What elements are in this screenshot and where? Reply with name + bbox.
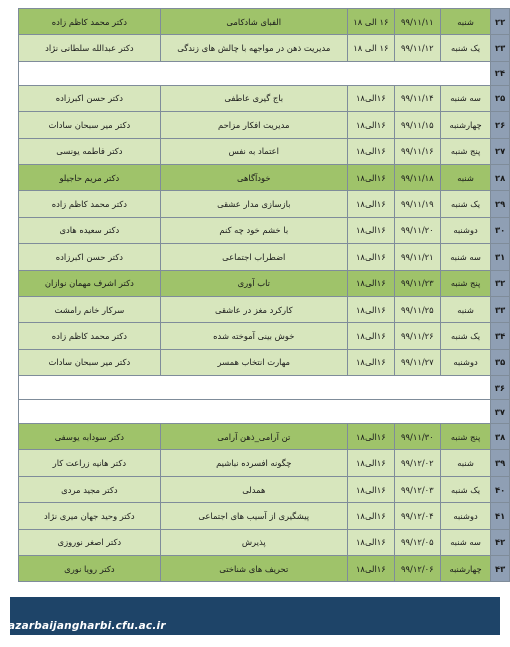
time-cell: ۱۶الی۱۸ bbox=[347, 85, 394, 111]
row-number: ۲۷ bbox=[491, 138, 510, 164]
row-number: ۲۶ bbox=[491, 112, 510, 138]
schedule-row bbox=[19, 85, 510, 111]
topic-cell: مهارت انتخاب همسر bbox=[160, 349, 347, 375]
date-cell: ۹۹/۱۱/۱۲ bbox=[394, 35, 440, 61]
row-number: ۳۵ bbox=[491, 349, 510, 375]
weekday-cell: چهارشنبه bbox=[440, 556, 491, 582]
weekday-cell: یک شنبه bbox=[440, 476, 491, 502]
time-cell: ۱۶الی۱۸ bbox=[347, 191, 394, 217]
instructor-cell: دکتر میر سبحان سادات bbox=[19, 112, 161, 138]
instructor-cell: دکتر سودابه یوسفی bbox=[19, 424, 161, 450]
row-number: ۳۰ bbox=[491, 217, 510, 243]
schedule-row bbox=[19, 476, 510, 502]
schedule-row bbox=[19, 424, 510, 450]
schedule-row bbox=[19, 349, 510, 375]
instructor-cell: دکتر وحید جهان میری نژاد bbox=[19, 503, 161, 529]
row-number: ۲۵ bbox=[491, 85, 510, 111]
schedule-row bbox=[19, 556, 510, 582]
weekday-cell: شنبه bbox=[440, 9, 491, 35]
weekday-cell: سه شنبه bbox=[440, 529, 491, 555]
instructor-cell: دکتر رویا نوری bbox=[19, 556, 161, 582]
date-cell: ۹۹/۱۱/۱۱ bbox=[394, 9, 440, 35]
empty-cell bbox=[19, 61, 491, 85]
instructor-cell: دکتر محمد کاظم زاده bbox=[19, 323, 161, 349]
row-number: ۴۳ bbox=[491, 556, 510, 582]
schedule-row bbox=[19, 112, 510, 138]
time-cell: ۱۶ الی ۱۸ bbox=[347, 35, 394, 61]
row-number: ۳۳ bbox=[491, 296, 510, 322]
weekday-cell: یک شنبه bbox=[440, 323, 491, 349]
topic-cell: کارکرد مغز در عاشقی bbox=[160, 296, 347, 322]
time-cell: ۱۶الی۱۸ bbox=[347, 112, 394, 138]
date-cell: ۹۹/۱۱/۱۶ bbox=[394, 138, 440, 164]
time-cell: ۱۶الی۱۸ bbox=[347, 349, 394, 375]
row-number: ۴۱ bbox=[491, 503, 510, 529]
time-cell: ۱۶الی۱۸ bbox=[347, 217, 394, 243]
row-number: ۲۴ bbox=[491, 61, 510, 85]
instructor-cell: دکتر میر سبحان سادات bbox=[19, 349, 161, 375]
site-url[interactable]: azarbaijangharbi.cfu.ac.ir bbox=[8, 620, 166, 632]
topic-cell: پذیرش bbox=[160, 529, 347, 555]
weekday-cell: چهارشنبه bbox=[440, 112, 491, 138]
row-number: ۲۲ bbox=[491, 9, 510, 35]
topic-cell: پیشگیری از آسیب های اجتماعی bbox=[160, 503, 347, 529]
weekday-cell: دوشنبه bbox=[440, 503, 491, 529]
schedule-row bbox=[19, 529, 510, 555]
instructor-cell: دکتر محمد کاظم زاده bbox=[19, 191, 161, 217]
date-cell: ۹۹/۱۱/۱۵ bbox=[394, 112, 440, 138]
separator-row bbox=[19, 376, 510, 400]
separator-row bbox=[19, 61, 510, 85]
instructor-cell: دکتر حسن اکبرزاده bbox=[19, 244, 161, 270]
weekday-cell: شنبه bbox=[440, 450, 491, 476]
schedule-row bbox=[19, 217, 510, 243]
instructor-cell: دکتر هانیه زراعت کار bbox=[19, 450, 161, 476]
topic-cell: مدیریت افکار مزاحم bbox=[160, 112, 347, 138]
time-cell: ۱۶الی۱۸ bbox=[347, 424, 394, 450]
date-cell: ۹۹/۱۲/۰۳ bbox=[394, 476, 440, 502]
schedule-row bbox=[19, 270, 510, 296]
time-cell: ۱۶الی۱۸ bbox=[347, 270, 394, 296]
row-number: ۲۹ bbox=[491, 191, 510, 217]
time-cell: ۱۶الی۱۸ bbox=[347, 323, 394, 349]
topic-cell: خودآگاهی bbox=[160, 164, 347, 190]
date-cell: ۹۹/۱۱/۱۴ bbox=[394, 85, 440, 111]
schedule-row bbox=[19, 138, 510, 164]
row-number: ۳۴ bbox=[491, 323, 510, 349]
topic-cell: مدیریت ذهن در مواجهه با چالش های زندگی bbox=[160, 35, 347, 61]
schedule-row bbox=[19, 35, 510, 61]
instructor-cell: دکتر سعیده هادی bbox=[19, 217, 161, 243]
weekday-cell: پنج شنبه bbox=[440, 270, 491, 296]
schedule-row bbox=[19, 323, 510, 349]
time-cell: ۱۶الی۱۸ bbox=[347, 164, 394, 190]
instructor-cell: دکتر مریم حاجیلو bbox=[19, 164, 161, 190]
instructor-cell: سرکار خانم رامشت bbox=[19, 296, 161, 322]
date-cell: ۹۹/۱۲/۰۶ bbox=[394, 556, 440, 582]
instructor-cell: دکتر فاطمه یونسی bbox=[19, 138, 161, 164]
weekday-cell: دوشنبه bbox=[440, 349, 491, 375]
weekday-cell: یک شنبه bbox=[440, 35, 491, 61]
schedule-row bbox=[19, 450, 510, 476]
date-cell: ۹۹/۱۲/۰۲ bbox=[394, 450, 440, 476]
date-cell: ۹۹/۱۱/۲۵ bbox=[394, 296, 440, 322]
row-number: ۳۸ bbox=[491, 424, 510, 450]
topic-cell: با خشم خود چه کنم bbox=[160, 217, 347, 243]
date-cell: ۹۹/۱۱/۱۹ bbox=[394, 191, 440, 217]
row-number: ۳۱ bbox=[491, 244, 510, 270]
time-cell: ۱۶الی۱۸ bbox=[347, 296, 394, 322]
weekday-cell: پنج شنبه bbox=[440, 424, 491, 450]
row-number: ۳۹ bbox=[491, 450, 510, 476]
date-cell: ۹۹/۱۲/۰۴ bbox=[394, 503, 440, 529]
schedule-row bbox=[19, 164, 510, 190]
topic-cell: چگونه افسرده نباشیم bbox=[160, 450, 347, 476]
topic-cell: بازسازی مدار عشقی bbox=[160, 191, 347, 217]
instructor-cell: دکتر محمد کاظم زاده bbox=[19, 9, 161, 35]
time-cell: ۱۶الی۱۸ bbox=[347, 503, 394, 529]
time-cell: ۱۶الی۱۸ bbox=[347, 556, 394, 582]
row-number: ۳۷ bbox=[491, 400, 510, 424]
topic-cell: خوش بینی آموخته شده bbox=[160, 323, 347, 349]
weekday-cell: سه شنبه bbox=[440, 85, 491, 111]
date-cell: ۹۹/۱۱/۲۶ bbox=[394, 323, 440, 349]
row-number: ۲۸ bbox=[491, 164, 510, 190]
topic-cell: اعتماد به نفس bbox=[160, 138, 347, 164]
instructor-cell: دکتر اصغر نوروزی bbox=[19, 529, 161, 555]
time-cell: ۱۶الی۱۸ bbox=[347, 138, 394, 164]
date-cell: ۹۹/۱۱/۲۰ bbox=[394, 217, 440, 243]
topic-cell: باج گیری عاطفی bbox=[160, 85, 347, 111]
time-cell: ۱۶الی۱۸ bbox=[347, 529, 394, 555]
row-number: ۴۰ bbox=[491, 476, 510, 502]
schedule-body bbox=[19, 9, 510, 582]
row-number: ۳۲ bbox=[491, 270, 510, 296]
topic-cell: تن آرامی_ذهن آرامی bbox=[160, 424, 347, 450]
weekday-cell: سه شنبه bbox=[440, 244, 491, 270]
instructor-cell: دکتر مجید مردی bbox=[19, 476, 161, 502]
weekday-cell: دوشنبه bbox=[440, 217, 491, 243]
schedule-row bbox=[19, 296, 510, 322]
schedule-row bbox=[19, 503, 510, 529]
date-cell: ۹۹/۱۲/۰۵ bbox=[394, 529, 440, 555]
weekday-cell: پنج شنبه bbox=[440, 138, 491, 164]
schedule-row bbox=[19, 9, 510, 35]
time-cell: ۱۶الی۱۸ bbox=[347, 450, 394, 476]
topic-cell: الفبای شادکامی bbox=[160, 9, 347, 35]
topic-cell: تحریف های شناختی bbox=[160, 556, 347, 582]
topic-cell: اضطراب اجتماعی bbox=[160, 244, 347, 270]
instructor-cell: دکتر عبدالله سلطانی نژاد bbox=[19, 35, 161, 61]
date-cell: ۹۹/۱۱/۲۳ bbox=[394, 270, 440, 296]
schedule-row bbox=[19, 191, 510, 217]
separator-row bbox=[19, 400, 510, 424]
empty-cell bbox=[19, 400, 491, 424]
topic-cell: تاب آوری bbox=[160, 270, 347, 296]
date-cell: ۹۹/۱۱/۳۰ bbox=[394, 424, 440, 450]
date-cell: ۹۹/۱۱/۱۸ bbox=[394, 164, 440, 190]
weekday-cell: شنبه bbox=[440, 164, 491, 190]
schedule-row bbox=[19, 244, 510, 270]
row-number: ۴۲ bbox=[491, 529, 510, 555]
row-number: ۲۳ bbox=[491, 35, 510, 61]
date-cell: ۹۹/۱۱/۲۷ bbox=[394, 349, 440, 375]
instructor-cell: دکتر حسن اکبرزاده bbox=[19, 85, 161, 111]
schedule-table bbox=[18, 8, 510, 582]
weekday-cell: یک شنبه bbox=[440, 191, 491, 217]
time-cell: ۱۶الی۱۸ bbox=[347, 476, 394, 502]
instructor-cell: دکتر اشرف مهمان نوازان bbox=[19, 270, 161, 296]
date-cell: ۹۹/۱۱/۲۱ bbox=[394, 244, 440, 270]
time-cell: ۱۶الی۱۸ bbox=[347, 244, 394, 270]
empty-cell bbox=[19, 376, 491, 400]
time-cell: ۱۶ الی ۱۸ bbox=[347, 9, 394, 35]
topic-cell: همدلی bbox=[160, 476, 347, 502]
weekday-cell: شنبه bbox=[440, 296, 491, 322]
row-number: ۳۶ bbox=[491, 376, 510, 400]
